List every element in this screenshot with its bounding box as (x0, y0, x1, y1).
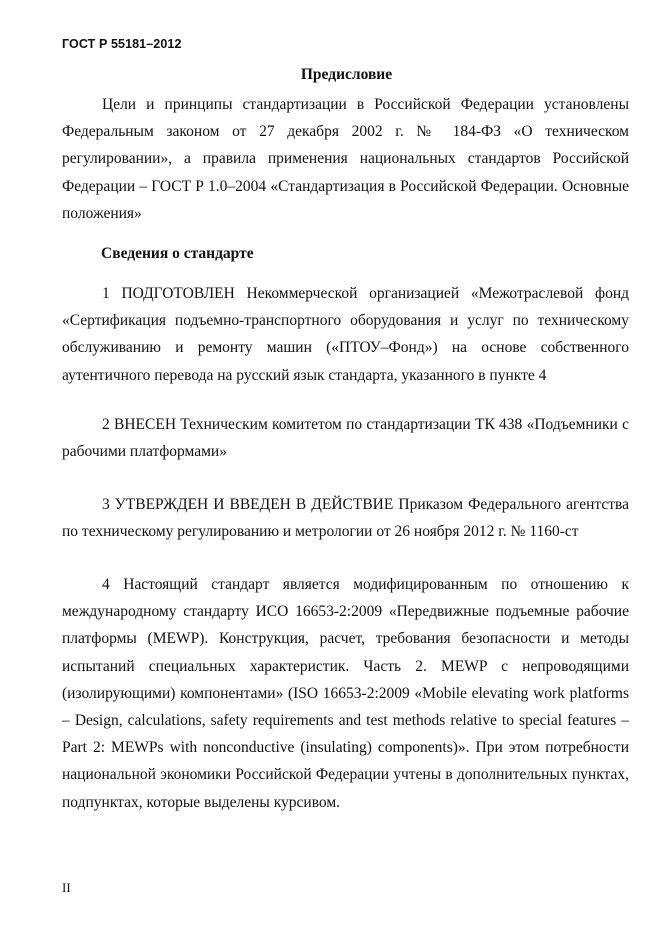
preface-title: Предисловие (300, 66, 393, 83)
document-code-header: ГОСТ Р 55181–2012 (62, 37, 182, 51)
standard-info-item-4: 4 Настоящий стандарт является модифицированным по отношению к международному стандарту ИСО 16653-2:2009 «Передвижные подъемные рабочие платформы (MEWP). Конструкция, расчет, требования безопасности и методы испытаний специальных характеристик. Часть 2. MEWP с непроводящими (изолирующими) компонентами» (ISO 16653-2:2009 «Mobile elevating work platforms – Design, calculations, safety requirements and test methods relative to special features – Part 2: MEWPs with nonconductive (insulating) components)». При этом потребности национальной экономики Российской Федерации учтены в дополнительных пунктах, подпунктах, которые выделены курсивом. (62, 576, 629, 811)
page-number: II (62, 880, 71, 895)
preface-intro-paragraph: Цели и принципы стандартизации в Российской Федерации установлены Федеральным законом от 27 декабря 2002 г. № 184-ФЗ «О техническом регулировании», а правила применения национальных стандартов Российской Федерации – ГОСТ Р 1.0–2004 «Стандартизация в Российской Федерации. Основные положения» (62, 96, 629, 222)
standard-info-item-3: 3 УТВЕРЖДЕН И ВВЕДЕН В ДЕЙСТВИЕ Приказом Федерального агентства по техническому регулированию и метрологии от 26 ноября 2012 г. № 1160-ст (62, 496, 629, 541)
standard-info-heading: Сведения о стандарте (101, 245, 254, 262)
standard-info-item-2: 2 ВНЕСЕН Техническим комитетом по стандартизации ТК 438 «Подъемники с рабочими платформами» (62, 416, 629, 461)
standard-info-item-1: 1 ПОДГОТОВЛЕН Некоммерческой организацией «Межотраслевой фонд «Сертификация подъемно-транспортного оборудования и услуг по техническому обслуживанию и ремонту машин («ПТОУ–Фонд») на основе собственного аутентичного перевода на русский язык стандарта, указанного в пункте 4 (62, 285, 629, 384)
